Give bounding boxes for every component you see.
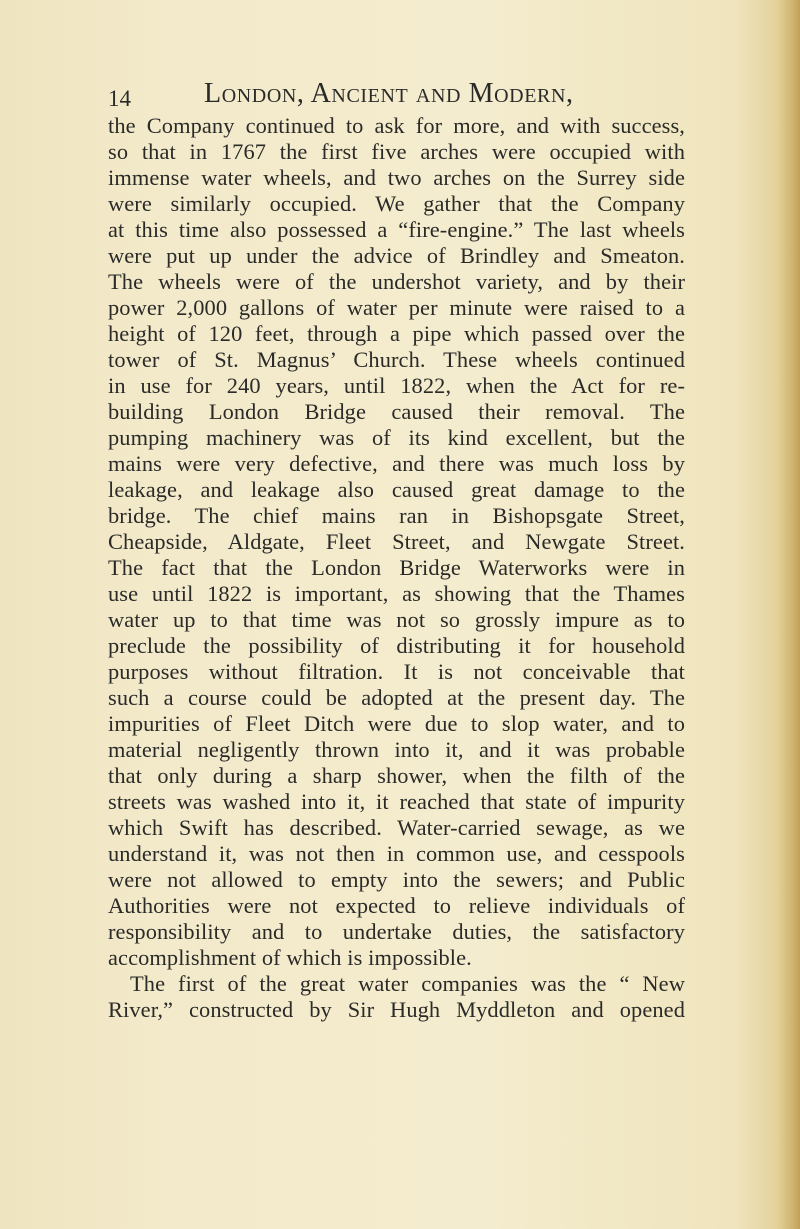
text-line: building London Bridge caused their removal. The	[108, 399, 685, 424]
text-line: pumping machinery was of its kind excellent, but the	[108, 425, 685, 450]
page-edge-shading	[778, 0, 800, 1229]
text-line: mains were very defective, and there was much loss by	[108, 451, 685, 476]
body-text	[108, 113, 685, 1023]
text-line: bridge. The chief mains ran in Bishopsgate Street,	[108, 503, 685, 528]
text-line: water up to that time was not so grossly impure as to	[108, 607, 685, 632]
text-line: were not allowed to empty into the sewers; and Public	[108, 867, 685, 892]
text-line: Authorities were not expected to relieve individuals of	[108, 893, 685, 918]
text-line: were put up under the advice of Brindley and Smeaton.	[108, 243, 685, 268]
text-line: understand it, was not then in common use, and cesspools	[108, 841, 685, 866]
running-head	[108, 78, 688, 114]
text-line: impurities of Fleet Ditch were due to slop water, and to	[108, 711, 685, 736]
text-line: height of 120 feet, through a pipe which passed over the	[108, 321, 685, 346]
text-line: which Swift has described. Water-carried sewage, as we	[108, 815, 685, 840]
text-line: so that in 1767 the first five arches were occupied with	[108, 139, 685, 164]
page-number: 14	[108, 86, 131, 111]
text-line: that only during a sharp shower, when the filth of the	[108, 763, 685, 788]
text-line: responsibility and to undertake duties, the satisfactory	[108, 919, 685, 944]
text-line: purposes without filtration. It is not conceivable that	[108, 659, 685, 684]
text-line: streets was washed into it, it reached that state of impurity	[108, 789, 685, 814]
text-line: River,” constructed by Sir Hugh Myddleton and opened	[108, 997, 685, 1022]
text-line: power 2,000 gallons of water per minute were raised to a	[108, 295, 685, 320]
text-line: use until 1822 is important, as showing that the Thames	[108, 581, 685, 606]
text-line: preclude the possibility of distributing it for household	[108, 633, 685, 658]
text-line: material negligently thrown into it, and it was probable	[108, 737, 685, 762]
text-line: The first of the great water companies was the “ New	[130, 971, 685, 996]
text-line: leakage, and leakage also caused great damage to the	[108, 477, 685, 502]
text-line: tower of St. Magnus’ Church. These wheels continued	[108, 347, 685, 372]
text-line: were similarly occupied. We gather that the Company	[108, 191, 685, 216]
text-line: accomplishment of which is impossible.	[108, 945, 472, 970]
text-line: the Company continued to ask for more, and with success,	[108, 113, 685, 138]
text-line: The fact that the London Bridge Waterworks were in	[108, 555, 685, 580]
text-line: The wheels were of the undershot variety, and by their	[108, 269, 685, 294]
text-line: immense water wheels, and two arches on the Surrey side	[108, 165, 685, 190]
running-title: London, Ancient and Modern,	[204, 78, 574, 109]
text-line: Cheapside, Aldgate, Fleet Street, and Newgate Street.	[108, 529, 685, 554]
text-line: in use for 240 years, until 1822, when the Act for re-	[108, 373, 685, 398]
text-line: at this time also possessed a “fire-engine.” The last wheels	[108, 217, 685, 242]
text-line: such a course could be adopted at the present day. The	[108, 685, 685, 710]
